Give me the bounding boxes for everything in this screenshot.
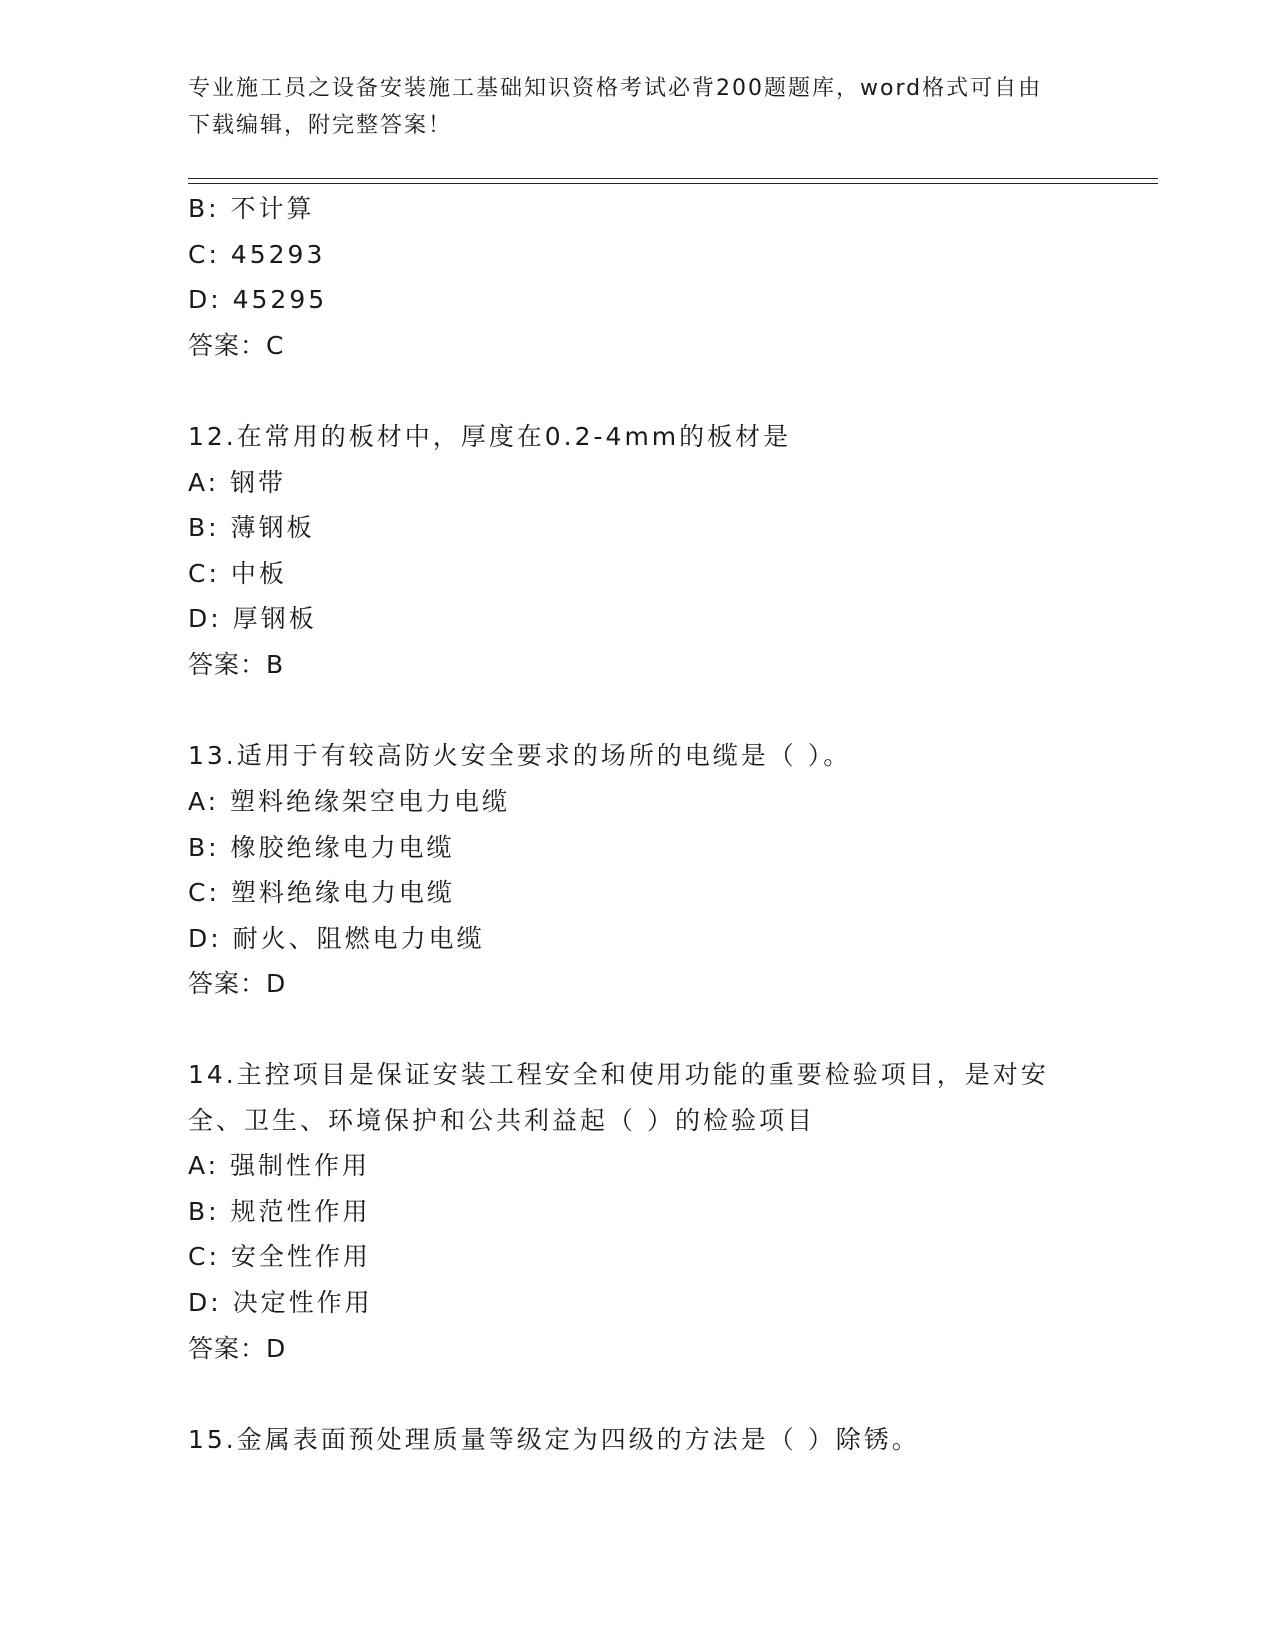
answer: 答案：B xyxy=(188,650,285,679)
option-c: C: 安全性作用 xyxy=(188,1242,371,1271)
question-text: 13.适用于有较高防火安全要求的场所的电缆是（ ）。 xyxy=(188,741,852,770)
option-d: D: 45295 xyxy=(188,285,328,314)
question-text-line-1: 14.主控项目是保证安装工程安全和使用功能的重要检验项目，是对安 xyxy=(188,1060,1049,1089)
option-d: D: 决定性作用 xyxy=(188,1288,373,1317)
option-d: D: 耐火、阻燃电力电缆 xyxy=(188,924,485,953)
document-title-line-1: 专业施工员之设备安装施工基础知识资格考试必背200题题库，word格式可自由 xyxy=(188,76,1043,101)
option-b: B: 橡胶绝缘电力电缆 xyxy=(188,833,455,862)
option-c: C: 塑料绝缘电力电缆 xyxy=(188,878,455,907)
answer: 答案：C xyxy=(188,331,285,360)
option-c: C: 45293 xyxy=(188,240,326,269)
option-d: D: 厚钢板 xyxy=(188,604,317,633)
option-a: A: 塑料绝缘架空电力电缆 xyxy=(188,787,511,816)
header-divider-top xyxy=(188,178,1158,179)
option-b: B: 规范性作用 xyxy=(188,1197,371,1226)
question-text-line-2: 全、卫生、环境保护和公共利益起（ ）的检验项目 xyxy=(188,1106,815,1135)
option-b: B: 不计算 xyxy=(188,194,315,223)
question-text: 15.金属表面预处理质量等级定为四级的方法是（ ）除锈。 xyxy=(188,1425,920,1454)
document-title xyxy=(188,70,1078,144)
option-a: A: 强制性作用 xyxy=(188,1151,371,1180)
option-c: C: 中板 xyxy=(188,559,287,588)
question-text: 12.在常用的板材中，厚度在0.2-4mm的板材是 xyxy=(188,422,792,451)
option-a: A: 钢带 xyxy=(188,468,287,497)
answer: 答案：D xyxy=(188,1334,287,1363)
document-title-line-2: 下载编辑，附完整答案！ xyxy=(188,113,453,138)
option-b: B: 薄钢板 xyxy=(188,513,315,542)
answer: 答案：D xyxy=(188,969,287,998)
header-divider-bottom xyxy=(188,183,1158,184)
